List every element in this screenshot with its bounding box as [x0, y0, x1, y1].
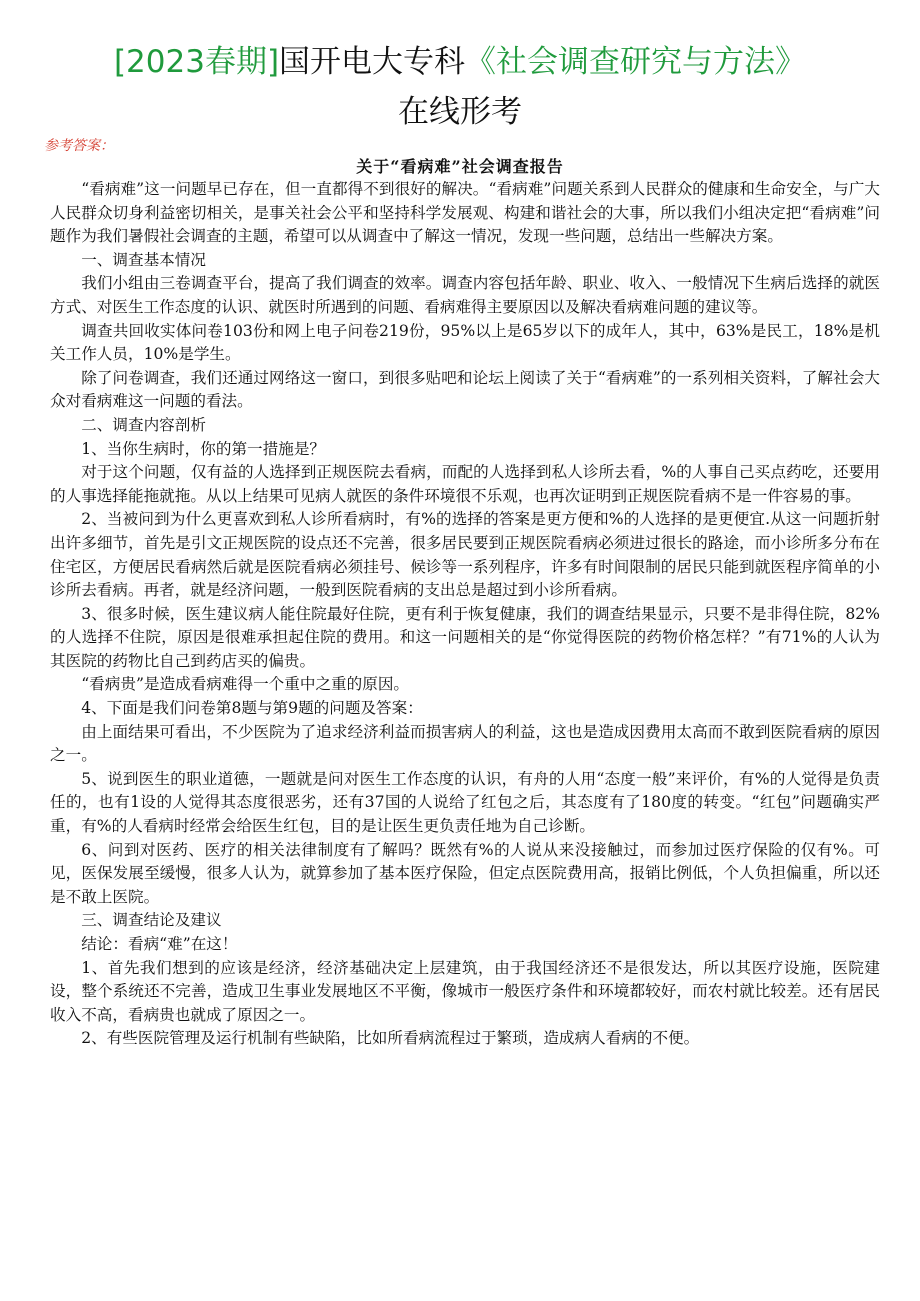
paragraph: 2、当被问到为什么更喜欢到私人诊所看病时，有%的选择的答案是更方便和%的人选择的是更便宜.从这一问题折射出许多细节，首先是引文正规医院的设点还不完善，很多居民要到正规医院看病必须进过很长的路途，而小诊所多分布在住宅区，方便居民看病然后就是医院看病必须挂号、候诊等一系列程序，许多有时间限制的居民只能到就医程序简单的小诊所去看病。再者，就是经济问题，一般到医院看病的支出总是超过到小诊所看病。 [50, 510, 880, 600]
paragraph: 4、下面是我们问卷第8题与第9题的问题及答案： [81, 699, 423, 718]
paragraph: 6、问到对医药、医疗的相关法律制度有了解吗？既然有%的人说从来没接触过，而参加过医疗保险的仅有%。可见，医保发展至缓慢，很多人认为，就算参加了基本医疗保险，但定点医院费用高，报销比例低，个人负担偏重，所以还是不敢上医院。 [50, 840, 880, 906]
paragraph: 2、有些医院管理及运行机制有些缺陷，比如所看病流程过于繁琐，造成病人看病的不便。 [81, 1029, 700, 1048]
report-title: 关于“看病难”社会调查报告 [356, 157, 564, 176]
paragraph-intro: “看病难”这一问题早已存在，但一直都得不到很好的解决。“看病难”问题关系到人民群众的健康和生命安全，与广大人民群众切身利益密切相关，是事关社会公平和坚持科学发展观、构建和谐社会的大事，所以我们小组决定把“看病难”问题作为我们暑假社会调查的主题，希望可以从调查中了解这一情况，发现一些问题，总结出一些解决方案。 [50, 180, 880, 246]
paragraph: 1、首先我们想到的应该是经济，经济基础决定上层建筑，由于我国经济还不是很发达，所以其医疗设施，医院建设，整个系统还不完善，造成卫生事业发展地区不平衡，像城市一般医疗条件和环境都较好，而农村就比较差。还有居民收入不高，看病贵也就成了原因之一。 [50, 958, 880, 1024]
title-school: 国开电大专科 [279, 44, 466, 80]
report-body [50, 178, 880, 1051]
paragraph: 5、说到医生的职业道德，一题就是问对医生工作态度的认识，有舟的人用“态度一般”来评价，有%的人觉得是负责任的，也有1设的人觉得其态度很恶劣，还有37国的人说给了红包之后，其态度有了180度的转变。“红包”问题确实严重，有%的人看病时经常会给医生红包，目的是让医生更负责任地为自己诊断。 [50, 769, 880, 836]
paragraph: 由上面结果可看出，不少医院为了追求经济利益而损害病人的利益，这也是造成因费用太高而不敢到医院看病的原因之一。 [50, 722, 880, 765]
conclusion-line: 结论：看病“难”在这！ [81, 935, 238, 953]
paragraph: 调查共回收实体问卷103份和网上电子问卷219份，95%以上是65岁以下的成年人，其中，63%是民工，18%是机关工作人员，10%是学生。 [50, 321, 880, 364]
paragraph: 我们小组由三卷调查平台，提高了我们调查的效率。调查内容包括年龄、职业、收入、一般情况下生病后选择的就医方式、对医生工作态度的认识、就医时所遇到的问题、看病难得主要原因以及解决看病难问题的建议等。 [50, 274, 880, 316]
document-title [0, 42, 920, 82]
reference-answer-label: 参考答案： [44, 138, 114, 154]
paragraph: 对于这个问题，仅有益的人选择到正规医院去看病，而配的人选择到私人诊所去看，%的人事自己买点药吃，还要用的人事选择能拖就拖。从以上结果可见病人就医的条件环境很不乐观，也再次证明到正规医院看病不是一件容易的事。 [50, 463, 880, 505]
question-1: 1、当你生病时，你的第一措施是？ [81, 439, 326, 458]
title-term: [2023春期] [113, 44, 280, 80]
section-heading-3: 三、调查结论及建议 [81, 911, 222, 930]
section-heading-2: 二、调查内容剖析 [81, 415, 206, 434]
section-heading-1: 一、调查基本情况 [81, 250, 206, 269]
title-course: 《社会调查研究与方法》 [465, 44, 807, 80]
paragraph: 除了问卷调查，我们还通过网络这一窗口，到很多贴吧和论坛上阅读了关于“看病难”的一系列相关资料，了解社会大众对看病难这一问题的看法。 [50, 368, 880, 411]
paragraph: 3、很多时候，医生建议病人能住院最好住院，更有利于恢复健康，我们的调查结果显示，只要不是非得住院，82%的人选择不住院，原因是很难承担起住院的费用。和这一问题相关的是“你觉得医院的药物价格怎样？”有71%的人认为其医院的药物比自己到药店买的偏贵。 [50, 604, 880, 670]
document-subtitle: 在线形考 [398, 94, 522, 130]
paragraph: “看病贵”是造成看病难得一个重中之重的原因。 [81, 675, 410, 694]
